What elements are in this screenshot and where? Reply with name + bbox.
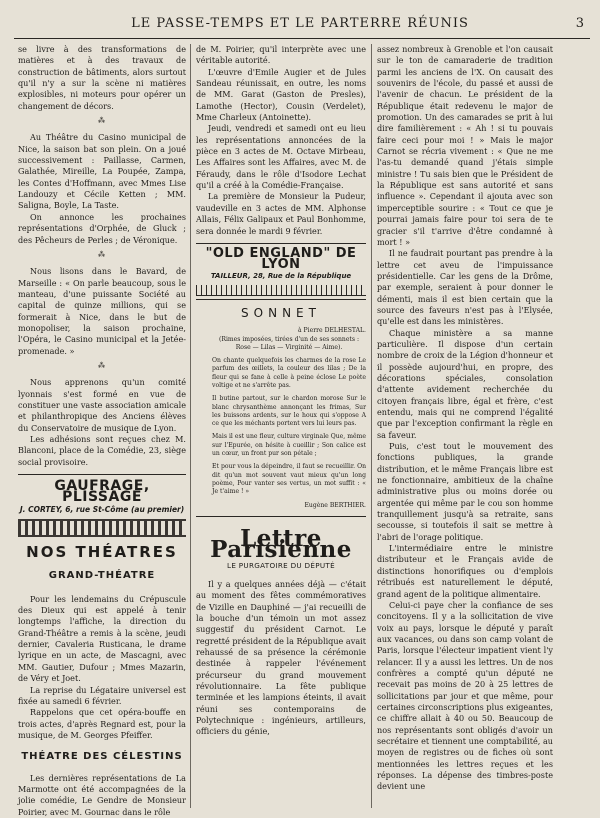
paragraph: L'œuvre d'Emile Augier et de Jules Sandeau réunissait, en outre, les noms de MM. Garat (Gaston de Presles), Lamothe (Hector), Cousin (Verdelet), Mme Charleux (Antoinette). — [196, 66, 366, 123]
paragraph: Celui-ci paye cher la confiance de ses concitoyens. Il y a la sollicitation de vive voix au pays, lorsque le député y paraît aux vacances, ou dans son camp volant de Paris, lorsque l'électeur impatient vient l'y relancer. Il y a aussi les lettres. Un de nos confrères a compté qu'un député ne recevait pas moins de 20 à 25 lettres de sollicitations par jour et que même, pour certaines circonscriptions plus exigeantes, ce chiffre allait à 40 ou 50. Beaucoup de nos représentants sont obligés d'avoir un secrétaire et tiennent une comptabilité, au moyen de registres ou de fiches où sont mentionnées les lettres reçues et les réponses. La dépense des timbres-poste devient une — [377, 599, 553, 792]
subheading-grand-theatre: GRAND-THÉATRE — [48, 570, 156, 582]
sonnet-title: SONNET — [241, 305, 321, 320]
column-2 — [196, 44, 366, 812]
advert-old-england-address: TAILLEUR, 28, Rue de la République — [210, 271, 352, 280]
paragraph: Les adhésions sont reçues chez M. Blanconi, place de la Comédie, 23, siège social provisoire. — [18, 434, 186, 467]
poem-dedication: à Pierre DELHESTAL. — [297, 327, 366, 335]
lettre-parisienne-subtitle: LE PURGATOIRE DU DÉPUTÉ — [227, 560, 335, 570]
paragraph: La reprise du Légataire universel est fixée au samedi 6 février. — [18, 684, 186, 706]
poem-stanza: Et pour vous la dépeindre, il faut se recueillir. On dit qu'un mot souvent vaut mieux qu'un long poème, Pour vanter ses vertus, un mot suffit : « Je t'aime ! » — [212, 463, 366, 496]
paragraph: se livre à des transformations de matières et à des travaux de construction de bâtiments, alors surtout qu'il n'y a sur la scène ni matières explosibles, ni moteurs pour opérer un changement de décors. — [18, 44, 186, 111]
subheading-celestins: THÉATRE DES CÉLESTINS — [21, 751, 183, 763]
paragraph: Rappelons que cet opéra-bouffe en trois actes, d'après Regnard est, pour la musique, de M. Georges Pfeiffer. — [18, 707, 186, 740]
paragraph: de M. Poirier, qu'il interprète avec une véritable autorité. — [196, 44, 366, 66]
paragraph: Il ne faudrait pourtant pas prendre à la lettre cet aveu de l'impuissance présidentielle. Car les gens de la Drôme, par exemple, seraient à pour donner le démenti, mais il est bien certain que la source des faveurs n'est pas à l'Elysée, qu'elle est dans les ministères. — [377, 248, 553, 327]
paragraph: Jeudi, vendredi et samedi ont eu lieu les représentations annoncées de la pièce en 3 actes de M. Octave Mirbeau, Les Affaires sont les Affaires, avec M. de Féraudy, dans le rôle d'Isodore Lechat qu'il a créé à la Comédie-Française. — [196, 123, 366, 191]
column-1 — [18, 44, 186, 817]
advert-gaufrage-title: GAUFRAGE, PLISSAGE — [54, 478, 150, 506]
paragraph: Les dernières représentations de La Marmotte ont été accompagnées de la jolie comédie, Le Gendre de Monsieur Poirier, avec M. Gournac dans le rôle — [18, 772, 186, 817]
paragraph: On annonce les prochaines représentations d'Orphée, de Gluck ; des Pêcheurs de Perles ; de Véronique. — [18, 211, 186, 245]
paragraph: Puis, c'est tout le mouvement des fonctions publiques, la grande distribution, et le même Français libre est ne fonctionnaire, ambitieux de la chaîne administrative plus ou moins dorée ou argentée qui même par le cou son homme tranquillement jusqu'à sa retraite, sans secousse, si toutefois il sait se mettre à l'abri de l'orage politique. — [377, 441, 553, 542]
paragraph: Nous lisons dans le Bavard, de Marseille : « On parle beaucoup, sous le manteau, d'une puissante Société au capital de quinze millions, qui se formerait à Nice, dans le but de monopoliser, la saison prochaine, l'Opéra, le Casino municipal et la Jetée-promenade. » — [18, 266, 186, 356]
paragraph: L'intermédiaire entre le ministre distributeur et le Français avide de distinctions honorifiques ou d'emplois rétribués est naturellement le député, grand agent de la politique alimentaire. — [377, 543, 553, 599]
header-title: LE PASSE-TEMPS ET LE PARTERRE RÉUNIS — [131, 16, 469, 31]
paragraph: La première de Monsieur la Pudeur, vaudeville en 3 actes de MM. Alphonse Allais, Félix Galipaux et Paul Bonhomme, sera donnée le mardi 9 février. — [196, 191, 366, 236]
paragraph: Chaque ministère a sa manne particulière. Il dispose d'un certain nombre de croix de la Légion d'honneur et il possède aujourd'hui, en propre, des décorations spéciales, consolation d'attente avidement recherchée du citoyen français libre, égal et frère, c'est entendu, mais qui ne comprend l'égalité que par l'exception confirmant la règle en sa faveur. — [377, 327, 553, 440]
paragraph: Il y a quelques années déjà — c'était au moment des fêtes commémoratives de Vizille en Dauphiné — j'ai recueilli de la bouche d'un témoin un mot assez suggestif du président Carnot. Le regretté président de la République avait rehaussé de sa présence la cérémonie destinée à rappeler l'événement précurseur du grand mouvement révolutionnaire. La fête publique terminée et les lampions éteints, il avait réuni ses contemporains de Polytechnique : ingénieurs, artilleurs, officiers du génie, — [196, 578, 366, 737]
asterism: ⁂ — [98, 117, 106, 126]
poem-stanza: Mais il est une fleur, culture virginale Que, même sur l'Epurée, on hésite à cueillir ; Son calice est un cœur, un front pur son pétale ; — [212, 433, 366, 458]
asterism: ⁂ — [98, 250, 106, 259]
column-3 — [377, 44, 553, 812]
advert-old-england-title: "OLD ENGLAND" DE LYON — [205, 245, 357, 273]
section-heading-nos-theatres: NOS THÉATRES — [26, 543, 178, 562]
paragraph: assez nombreux à Grenoble et l'on causait sur le ton de camaraderie de tradition parmi les anciens de l'X. On causait des souvenirs de l'école, du passé et aussi de l'avenir de chacun. Le président de la République était redevenu le major de promotion. Un des camarades se prit à lui dire familièrement : « Ah ! si tu pouvais faire ceci pour moi ! » Mais le major Carnot se récria vivement : « Que ne me l'as-tu demandé quand j'étais simple ministre ! Tu sais bien que le Président de la République est sans autorité et sans influence ». Cependant il ajouta avec son imperceptible sourire : « Tout ce que je pourrai jamais faire pour toi sera de te gracier s'il t'arrive d'être condamné à mort ! » — [377, 44, 553, 247]
ruler-ornament — [196, 285, 366, 296]
poem-subtitle: (Rimes imposées, tirées d'un de ses sonnets : Rose — Lilas — Virginité — Aime). — [218, 335, 359, 351]
column-divider — [190, 44, 191, 808]
page-header — [0, 16, 600, 36]
poem-stanza: On chante quelquefois les charmes de la rose Le parfum des œillets, la couleur des lilas ; De la fleur qui se fane à celle à peine éclose Le poète voltige et ne s'arrête pas. — [212, 357, 366, 389]
asterism: ⁂ — [98, 361, 106, 370]
advert-gaufrage-address: J. CORTEY, 6, rue St-Côme (au premier) — [19, 504, 185, 514]
header-rule — [14, 38, 590, 39]
ornament-border — [18, 519, 186, 537]
paragraph: Pour les lendemains du Crépuscule des Dieux qui est appelé à tenir longtemps l'affiche, la direction du Grand-Théâtre a remis à la scène, jeudi dernier, Cavaleria Rusticana, le drame lyrique en un acte, de Mascagni, avec MM. Gautier, Dufour ; Mmes Mazarin, de Véry et Joet. — [18, 593, 186, 684]
poem-stanza: Il butine partout, sur le chardon morose Sur le blanc chrysanthème annonçant les frimas, Sur les buissons ardents, sur le houx qui s'oppose A ce que les méchants portent vers lui leurs pas. — [212, 395, 366, 428]
lettre-parisienne-title: Lettre Parisienne — [210, 524, 352, 564]
column-divider — [371, 44, 372, 808]
divider — [196, 516, 366, 517]
paragraph: Au Théâtre du Casino municipal de Nice, la saison bat son plein. On a joué successivement : Paillasse, Carmen, Galathée, Mireille, La Poupée, Zampa, les Contes d'Hoffmann, avec Mmes Lise Landouzy et Cécile Ketten ; MM. Saligna, Boyle, La Taste. — [18, 132, 186, 211]
advert-old-england — [196, 243, 366, 300]
poem-signature: Eugène BERTHIER. — [304, 501, 366, 509]
paragraph: Nous apprenons qu'un comité lyonnais s'est formé en vue de constituer une vaste association amicale et philanthropique des Anciens élèves du Conservatoire de musique de Lyon. — [18, 377, 186, 433]
divider — [18, 474, 186, 475]
sonnet-poem — [212, 327, 366, 510]
page-number: 3 — [575, 16, 584, 31]
